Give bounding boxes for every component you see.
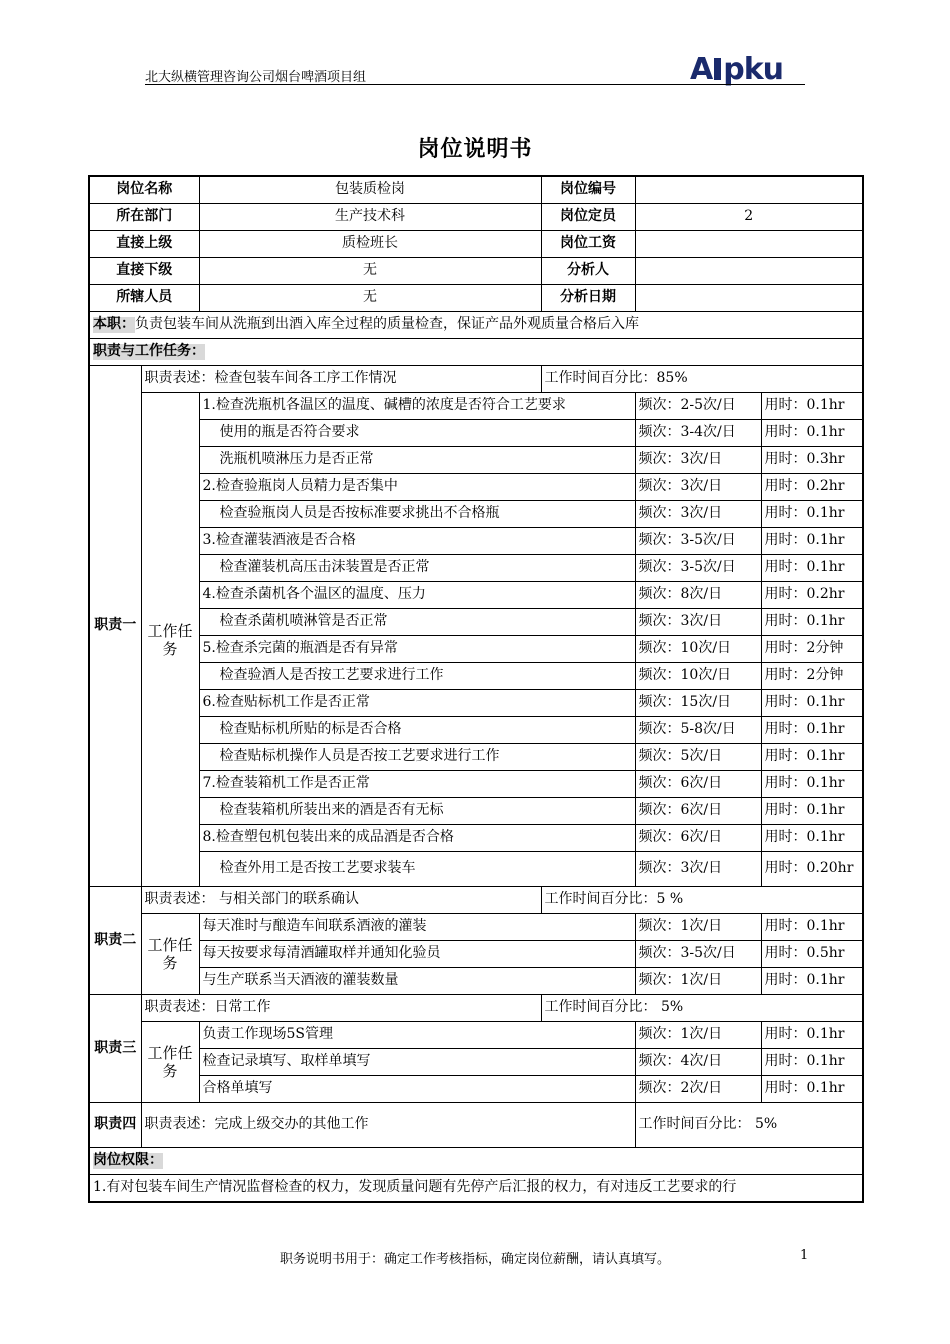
task-row: [89, 582, 863, 609]
duty-cell: [89, 312, 863, 339]
task-frequency: 频次：5-8次/日: [635, 717, 761, 744]
task-text: 6.检查贴标机工作是否正常: [199, 690, 635, 717]
authority-text: 1.有对包装车间生产情况监督检查的权力，发现质量问题有先停产后汇报的权力，有对违反工艺要求的行: [89, 1175, 863, 1203]
task-frequency: 频次：6次/日: [635, 825, 761, 852]
task-text: 负责工作现场5S管理: [199, 1022, 635, 1049]
duty-desc: 职责表述：检查包装车间各工序工作情况: [141, 366, 541, 393]
task-frequency: 频次：5次/日: [635, 744, 761, 771]
task-row: [89, 474, 863, 501]
task-frequency: 频次：3-4次/日: [635, 420, 761, 447]
task-duration: 用时：0.1hr: [761, 690, 863, 717]
tasks-heading: 职责与工作任务：: [93, 343, 205, 360]
authority-row: [89, 1175, 863, 1203]
section-heading-cell: [89, 1148, 863, 1175]
task-duration: 用时：0.5hr: [761, 941, 863, 968]
task-duration: 用时：0.1hr: [761, 1049, 863, 1076]
task-row: [89, 717, 863, 744]
task-row: [89, 941, 863, 968]
task-duration: 用时：0.2hr: [761, 582, 863, 609]
task-frequency: 频次：1次/日: [635, 968, 761, 995]
task-text: 8.检查塑包机包装出来的成品酒是否合格: [199, 825, 635, 852]
task-frequency: 频次：10次/日: [635, 663, 761, 690]
duty-three-label: 职责三: [89, 995, 141, 1103]
task-text: 洗瓶机喷淋压力是否正常: [199, 447, 635, 474]
duty-time-pct: 工作时间百分比： 5%: [541, 995, 863, 1022]
task-text: 检查验酒人是否按工艺要求进行工作: [199, 663, 635, 690]
info-value: [635, 231, 863, 258]
duty-two-label: 职责二: [89, 887, 141, 995]
task-frequency: 频次：3次/日: [635, 852, 761, 887]
task-text: 检查杀菌机喷淋管是否正常: [199, 609, 635, 636]
task-duration: 用时：0.1hr: [761, 825, 863, 852]
info-label: 岗位编号: [541, 176, 635, 204]
task-duration: 用时：0.1hr: [761, 798, 863, 825]
task-row: [89, 447, 863, 474]
task-row: [89, 1049, 863, 1076]
task-row: [89, 968, 863, 995]
info-value: 生产技术科: [199, 204, 541, 231]
info-label: 分析日期: [541, 285, 635, 312]
task-label: 工作任务: [141, 914, 199, 995]
task-row: [89, 771, 863, 798]
task-duration: 用时：0.3hr: [761, 447, 863, 474]
duty-desc-row: [89, 1103, 863, 1148]
info-label: 岗位定员: [541, 204, 635, 231]
job-description-table: [88, 175, 864, 1203]
task-text: 检查外用工是否按工艺要求装车: [199, 852, 635, 887]
info-label: 岗位名称: [89, 176, 199, 204]
page-title: 岗位说明书: [417, 137, 533, 162]
task-duration: 用时：0.1hr: [761, 717, 863, 744]
task-duration: 用时：0.1hr: [761, 501, 863, 528]
info-label: 岗位工资: [541, 231, 635, 258]
info-value: 包装质检岗: [199, 176, 541, 204]
section-heading-cell: [89, 339, 863, 366]
task-frequency: 频次：4次/日: [635, 1049, 761, 1076]
task-frequency: 频次：1次/日: [635, 914, 761, 941]
task-text: 每天准时与酿造车间联系酒液的灌装: [199, 914, 635, 941]
info-value: 质检班长: [199, 231, 541, 258]
info-row: [89, 204, 863, 231]
task-text: 检查验瓶岗人员是否按标准要求挑出不合格瓶: [199, 501, 635, 528]
task-text: 每天按要求每清酒罐取样并通知化验员: [199, 941, 635, 968]
task-row: [89, 501, 863, 528]
page-number: 1: [800, 1248, 809, 1263]
duty-one-label: 职责一: [89, 366, 141, 887]
task-row: [89, 420, 863, 447]
task-text: 检查贴标机所贴的标是否合格: [199, 717, 635, 744]
task-duration: 用时：0.1hr: [761, 420, 863, 447]
duty-label: 本职：: [93, 316, 135, 333]
info-label: 直接下级: [89, 258, 199, 285]
section-heading-row: [89, 1148, 863, 1175]
task-frequency: 频次：3次/日: [635, 474, 761, 501]
task-frequency: 频次：3-5次/日: [635, 941, 761, 968]
task-row: [89, 663, 863, 690]
info-value: [635, 258, 863, 285]
task-text: 检查贴标机操作人员是否按工艺要求进行工作: [199, 744, 635, 771]
info-label: 所在部门: [89, 204, 199, 231]
info-row: [89, 176, 863, 204]
task-duration: 用时：0.1hr: [761, 968, 863, 995]
task-text: 1.检查洗瓶机各温区的温度、碱槽的浓度是否符合工艺要求: [199, 393, 635, 420]
task-frequency: 频次：3次/日: [635, 501, 761, 528]
task-row: [89, 1022, 863, 1049]
task-row: [89, 798, 863, 825]
task-duration: 用时：0.1hr: [761, 1076, 863, 1103]
task-frequency: 频次：2次/日: [635, 1076, 761, 1103]
task-text: 3.检查灌装酒液是否合格: [199, 528, 635, 555]
task-duration: 用时：0.1hr: [761, 914, 863, 941]
task-text: 5.检查杀完菌的瓶酒是否有异常: [199, 636, 635, 663]
duty-desc-row: [89, 995, 863, 1022]
task-row: [89, 528, 863, 555]
info-value: [635, 176, 863, 204]
authority-heading: 岗位权限：: [93, 1152, 163, 1169]
info-row: [89, 258, 863, 285]
task-duration: 用时：0.1hr: [761, 744, 863, 771]
section-heading-row: [89, 339, 863, 366]
header-org: 北大纵横管理咨询公司烟台啤酒项目组: [145, 70, 367, 85]
task-frequency: 频次：6次/日: [635, 798, 761, 825]
task-row: [89, 852, 863, 887]
duty-desc: 职责表述： 与相关部门的联系确认: [141, 887, 541, 914]
task-text: 合格单填写: [199, 1076, 635, 1103]
task-frequency: 频次：3-5次/日: [635, 528, 761, 555]
duty-text: 负责包装车间从洗瓶到出酒入库全过程的质量检查，保证产品外观质量合格后入库: [135, 316, 639, 333]
task-text: 检查装箱机所装出来的酒是否有无标: [199, 798, 635, 825]
task-duration: 用时：0.1hr: [761, 609, 863, 636]
info-label: 所辖人员: [89, 285, 199, 312]
task-duration: 用时：0.1hr: [761, 393, 863, 420]
company-logo: A pku: [690, 52, 784, 87]
duty-desc-row: [89, 366, 863, 393]
header-rule: [145, 84, 805, 85]
task-frequency: 频次：15次/日: [635, 690, 761, 717]
task-text: 检查记录填写、取样单填写: [199, 1049, 635, 1076]
task-text: 7.检查装箱机工作是否正常: [199, 771, 635, 798]
task-label: 工作任务: [141, 393, 199, 887]
info-value: [635, 285, 863, 312]
task-text: 检查灌装机高压击沫装置是否正常: [199, 555, 635, 582]
info-label: 分析人: [541, 258, 635, 285]
task-text: 使用的瓶是否符合要求: [199, 420, 635, 447]
task-duration: 用时：0.1hr: [761, 1022, 863, 1049]
task-text: 与生产联系当天酒液的灌装数量: [199, 968, 635, 995]
task-row: [89, 744, 863, 771]
duty-row: [89, 312, 863, 339]
task-duration: 用时：2分钟: [761, 636, 863, 663]
task-label: 工作任务: [141, 1022, 199, 1103]
task-frequency: 频次：1次/日: [635, 1022, 761, 1049]
duty-time-pct: 工作时间百分比：5 %: [541, 887, 863, 914]
duty-desc: 职责表述：完成上级交办的其他工作: [141, 1103, 635, 1148]
info-value: 2: [635, 204, 863, 231]
task-frequency: 频次：2-5次/日: [635, 393, 761, 420]
task-frequency: 频次：3-5次/日: [635, 555, 761, 582]
task-duration: 用时：0.2hr: [761, 474, 863, 501]
task-duration: 用时：0.20hr: [761, 852, 863, 887]
task-row: [89, 914, 863, 941]
task-frequency: 频次：6次/日: [635, 771, 761, 798]
task-row: [89, 609, 863, 636]
info-value: 无: [199, 258, 541, 285]
duty-desc: 职责表述：日常工作: [141, 995, 541, 1022]
duty-four-label: 职责四: [89, 1103, 141, 1148]
duty-time-pct: 工作时间百分比： 5%: [635, 1103, 863, 1148]
task-row: [89, 636, 863, 663]
footer-note: 职务说明书用于：确定工作考核指标，确定岗位薪酬，请认真填写。: [279, 1252, 670, 1267]
info-value: 无: [199, 285, 541, 312]
task-text: 4.检查杀菌机各个温区的温度、压力: [199, 582, 635, 609]
task-row: [89, 393, 863, 420]
duty-time-pct: 工作时间百分比：85%: [541, 366, 863, 393]
task-row: [89, 1076, 863, 1103]
task-duration: 用时：0.1hr: [761, 771, 863, 798]
task-text: 2.检查验瓶岗人员精力是否集中: [199, 474, 635, 501]
info-row: [89, 285, 863, 312]
task-row: [89, 690, 863, 717]
task-frequency: 频次：3次/日: [635, 447, 761, 474]
task-duration: 用时：0.1hr: [761, 528, 863, 555]
task-frequency: 频次：8次/日: [635, 582, 761, 609]
task-row: [89, 555, 863, 582]
task-frequency: 频次：3次/日: [635, 609, 761, 636]
task-duration: 用时：0.1hr: [761, 555, 863, 582]
info-label: 直接上级: [89, 231, 199, 258]
task-duration: 用时：2分钟: [761, 663, 863, 690]
task-row: [89, 825, 863, 852]
task-frequency: 频次：10次/日: [635, 636, 761, 663]
duty-desc-row: [89, 887, 863, 914]
info-row: [89, 231, 863, 258]
